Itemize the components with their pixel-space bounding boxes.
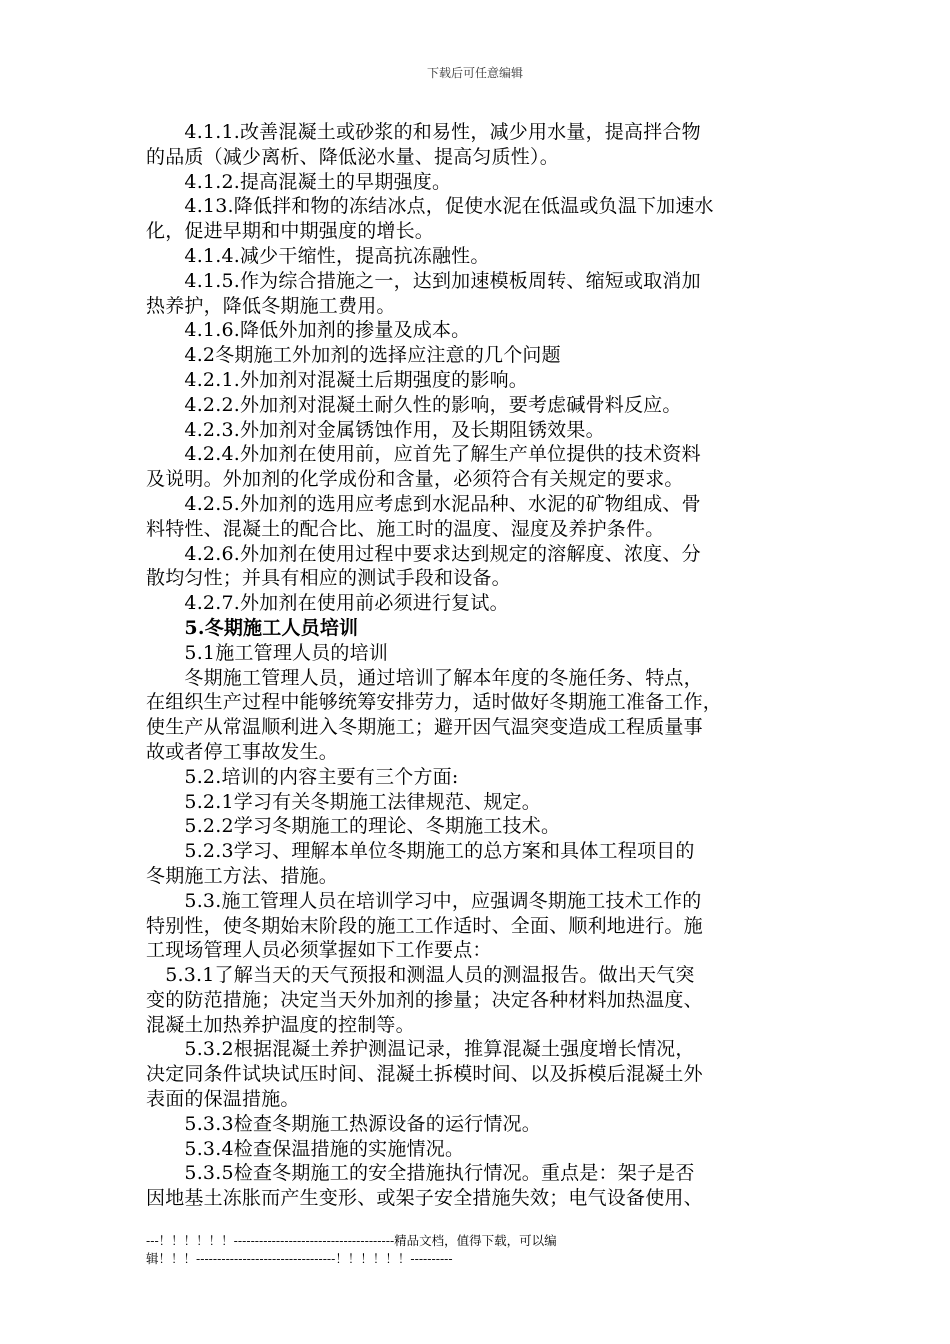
text-line: 5.2.3学习、理解本单位冬期施工的总方案和具体工程项目的	[146, 840, 695, 863]
text-line: 5.3.4检查保温措施的实施情况。	[146, 1137, 465, 1160]
text-line: 散均匀性；并具有相应的测试手段和设备。	[146, 567, 511, 590]
text-line: 热养护，降低冬期施工费用。	[146, 294, 396, 317]
text-line: 在组织生产过程中能够统筹安排劳力，适时做好冬期施工准备工作，	[146, 691, 723, 714]
text-line: 决定同条件试块试压时间、混凝土拆模时间、以及拆模后混凝土外	[146, 1063, 703, 1086]
text-line: 特别性，使冬期始末阶段的施工工作适时、全面、顺利地进行。施	[146, 914, 703, 937]
text-line: 5.2.2学习冬期施工的理论、冬期施工技术。	[146, 815, 561, 838]
text-line: 4.2冬期施工外加剂的选择应注意的几个问题	[146, 344, 561, 367]
text-line: 5.2.1学习有关冬期施工法律规范、规定。	[146, 790, 541, 813]
footer-line: 辑！！！---------------------------------！！！！！！----------	[146, 1251, 453, 1266]
text-line: 4.2.6.外加剂在使用过程中要求达到规定的溶解度、浓度、分	[146, 542, 701, 565]
text-line: 4.2.3.外加剂对金属锈蚀作用，及长期阻锈效果。	[146, 418, 605, 441]
text-line: 工现场管理人员必须掌握如下工作要点：	[146, 939, 492, 962]
footer-note	[146, 1232, 811, 1268]
text-line: 因地基土冻胀而产生变形、或架子安全措施失效；电气设备使用、	[146, 1187, 703, 1210]
text-line: 5.3.1了解当天的天气预报和测温人员的测温报告。做出天气突	[146, 964, 695, 987]
text-line: 4.2.4.外加剂在使用前，应首先了解生产单位提供的技术资料	[146, 443, 701, 466]
text-line: 4.13.降低拌和物的冻结冰点，促使水泥在低温或负温下加速水	[146, 195, 714, 218]
text-line: 4.1.4.减少干缩性，提高抗冻融性。	[146, 244, 490, 267]
footer-line: ---！！！！！！--------------------------------------精品文档，值得下载，可以编	[146, 1233, 557, 1248]
text-line: 料特性、混凝土的配合比、施工时的温度、湿度及养护条件。	[146, 517, 665, 540]
text-line: 的品质（减少离析、降低泌水量、提高匀质性）。	[146, 145, 559, 168]
document-body	[146, 120, 811, 1211]
text-line: 4.2.5.外加剂的选用应考虑到水泥品种、水泥的矿物组成、骨	[146, 492, 701, 515]
text-line: 4.1.5.作为综合措施之一，达到加速模板周转、缩短或取消加	[146, 269, 701, 292]
text-line: 表面的保温措施。	[146, 1088, 300, 1111]
text-line: 4.1.2.提高混凝土的早期强度。	[146, 170, 452, 193]
text-line: 5.3.施工管理人员在培训学习中，应强调冬期施工技术工作的	[146, 889, 702, 912]
text-line: 冬期施工管理人员，通过培训了解本年度的冬施任务、特点，	[146, 666, 703, 689]
text-line: 4.2.7.外加剂在使用前必须进行复试。	[146, 592, 509, 615]
text-line: 及说明。外加剂的化学成份和含量，必须符合有关规定的要求。	[146, 468, 684, 491]
text-line: 5.1施工管理人员的培训	[146, 641, 389, 664]
text-line: 混凝土加热养护温度的控制等。	[146, 1013, 415, 1036]
text-line: 使生产从常温顺利进入冬期施工；避开因气温突变造成工程质量事	[146, 716, 703, 739]
text-line: 4.1.1.改善混凝土或砂浆的和易性，减少用水量，提高拌合物	[146, 121, 701, 143]
text-line: 5.3.2根据混凝土养护测温记录，推算混凝土强度增长情况，	[146, 1038, 695, 1061]
text-line: 5.3.3检查冬期施工热源设备的运行情况。	[146, 1112, 541, 1135]
text-line: 变的防范措施；决定当天外加剂的掺量；决定各种材料加热温度、	[146, 988, 703, 1011]
section-heading: 5.冬期施工人员培训	[146, 616, 359, 639]
text-line: 5.3.5检查冬期施工的安全措施执行情况。重点是：架子是否	[146, 1162, 695, 1185]
text-line: 化，促进早期和中期强度的增长。	[146, 220, 435, 243]
text-line: 4.2.1.外加剂对混凝土后期强度的影响。	[146, 368, 528, 391]
text-line: 故或者停工事故发生。	[146, 740, 339, 763]
text-line: 4.2.2.外加剂对混凝土耐久性的影响，要考虑碱骨料反应。	[146, 393, 682, 416]
header-note: 下载后可任意编辑	[426, 66, 523, 80]
text-line: 4.1.6.降低外加剂的掺量及成本。	[146, 319, 471, 342]
text-line: 5.2.培训的内容主要有三个方面:	[146, 765, 459, 788]
text-line: 冬期施工方法、措施。	[146, 864, 339, 887]
